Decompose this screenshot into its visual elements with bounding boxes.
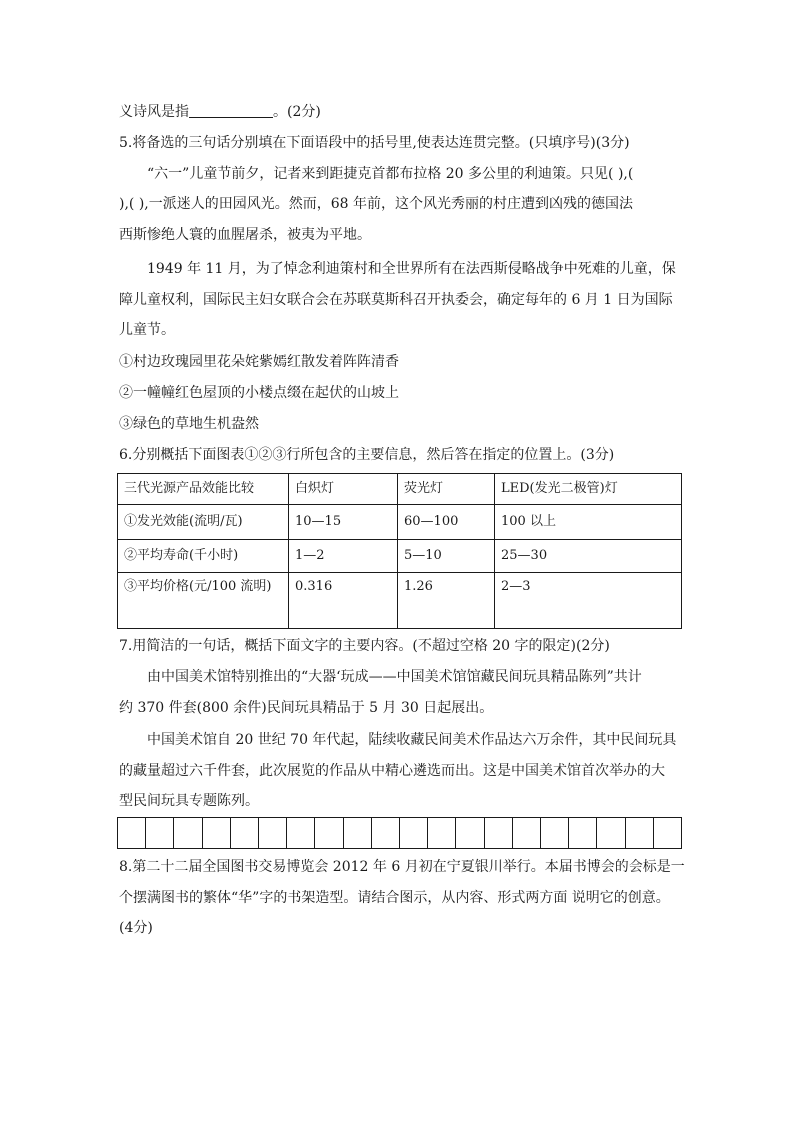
q8-text: 8.第二十二届全国图书交易博览会 2012 年 6 月初在宁夏银川举行。本届书博会的会标是一 bbox=[119, 859, 685, 875]
q5-prompt: 5.将备选的三句话分别填在下面语段中的括号里,使表达连贯完整。(只填序号)(3分) bbox=[119, 135, 630, 151]
q5-para1: “六一”儿童节前夕，记者来到距捷克首都布拉格 20 多公里的利迪策。只见( ),( bbox=[147, 166, 634, 182]
answer-cell[interactable] bbox=[428, 818, 456, 848]
q5-para2: 儿童节。 bbox=[119, 322, 175, 338]
table-cell: ②平均寿命(千小时) bbox=[118, 540, 289, 573]
table-cell: 1.26 bbox=[398, 573, 495, 629]
q5-option: ②一幢幢红色屋顶的小楼点缀在起伏的山坡上 bbox=[119, 385, 399, 401]
q7-prompt: 7.用简洁的一句话，概括下面文字的主要内容。(不超过空格 20 字的限定)(2分) bbox=[119, 638, 610, 654]
answer-grid[interactable] bbox=[117, 817, 682, 849]
q5-para2: 1949 年 11 月，为了悼念利迪策村和全世界所有在法西斯侵略战争中死难的儿童，保 bbox=[147, 261, 676, 277]
answer-cell[interactable] bbox=[231, 818, 259, 848]
answer-cell[interactable] bbox=[597, 818, 625, 848]
answer-cell[interactable] bbox=[513, 818, 541, 848]
table-row bbox=[118, 505, 682, 540]
q7-para2: 型民间玩具专题陈列。 bbox=[119, 793, 259, 809]
table-cell: ③平均价格(元/100 流明) bbox=[118, 573, 289, 629]
answer-cell[interactable] bbox=[344, 818, 372, 848]
table-cell: 60—100 bbox=[398, 505, 495, 540]
light-source-comparison-table bbox=[117, 473, 682, 629]
answer-cell[interactable] bbox=[203, 818, 231, 848]
table-cell: 25—30 bbox=[495, 540, 682, 573]
table-cell: ①发光效能(流明/瓦) bbox=[118, 505, 289, 540]
q7-para1: 约 370 件套(800 余件)民间玩具精品于 5 月 30 日起展出。 bbox=[119, 700, 494, 716]
table-header-row bbox=[118, 474, 682, 505]
table-cell: 10—15 bbox=[289, 505, 398, 540]
answer-cell[interactable] bbox=[400, 818, 428, 848]
answer-cell[interactable] bbox=[315, 818, 343, 848]
table-cell: 2—3 bbox=[495, 573, 682, 629]
q4-tail: 义诗风是指 。(2分) bbox=[119, 104, 321, 120]
table-cell: 1—2 bbox=[289, 540, 398, 573]
answer-cell[interactable] bbox=[569, 818, 597, 848]
table-row bbox=[118, 540, 682, 573]
answer-blank[interactable] bbox=[189, 103, 273, 118]
q5-option: ①村边玫瑰园里花朵姹紫嫣红散发着阵阵清香 bbox=[119, 354, 399, 370]
q5-para2: 障儿童权利，国际民主妇女联合会在苏联莫斯科召开执委会，确定每年的 6 月 1 日为国际 bbox=[119, 292, 673, 308]
q5-option: ③绿色的草地生机盎然 bbox=[119, 416, 259, 432]
answer-cell[interactable] bbox=[174, 818, 202, 848]
q5-para1: 西斯惨绝人寰的血腥屠杀，被夷为平地。 bbox=[119, 227, 371, 243]
answer-cell[interactable] bbox=[485, 818, 513, 848]
q7-para2: 的藏量超过六千件套，此次展览的作品从中精心遴选而出。这是中国美术馆首次举办的大 bbox=[119, 763, 665, 779]
q6-prompt: 6.分别概括下面图表①②③行所包含的主要信息，然后答在指定的位置上。(3分) bbox=[119, 447, 615, 463]
table-header: 白炽灯 bbox=[289, 474, 398, 505]
answer-cell[interactable] bbox=[626, 818, 654, 848]
answer-cell[interactable] bbox=[372, 818, 400, 848]
answer-cell[interactable] bbox=[456, 818, 484, 848]
table-header: 三代光源产品效能比较 bbox=[118, 474, 289, 505]
q8-text: (4分) bbox=[119, 920, 153, 936]
table-header: 荧光灯 bbox=[398, 474, 495, 505]
q8-text: 个摆满图书的繁体“华”字的书架造型。请结合图示，从内容、形式两方面 说明它的创意。 bbox=[119, 890, 670, 906]
q7-para2: 中国美术馆自 20 世纪 70 年代起，陆续收藏民间美术作品达六万余件，其中民间玩具 bbox=[147, 732, 677, 748]
q5-para1: ),( ),一派迷人的田园风光。然而，68 年前，这个风光秀丽的村庄遭到凶残的德国法 bbox=[119, 196, 633, 212]
q7-para1: 由中国美术馆特别推出的“大器‘玩成——中国美术馆馆藏民间玩具精品陈列”共计 bbox=[147, 669, 642, 685]
table-row bbox=[118, 573, 682, 629]
table-cell: 100 以上 bbox=[495, 505, 682, 540]
answer-cell[interactable] bbox=[259, 818, 287, 848]
answer-cell[interactable] bbox=[287, 818, 315, 848]
table-header: LED(发光二极管)灯 bbox=[495, 474, 682, 505]
answer-cell[interactable] bbox=[654, 818, 681, 848]
answer-cell[interactable] bbox=[118, 818, 146, 848]
answer-cell[interactable] bbox=[541, 818, 569, 848]
table-cell: 5—10 bbox=[398, 540, 495, 573]
table-cell: 0.316 bbox=[289, 573, 398, 629]
answer-cell[interactable] bbox=[146, 818, 174, 848]
